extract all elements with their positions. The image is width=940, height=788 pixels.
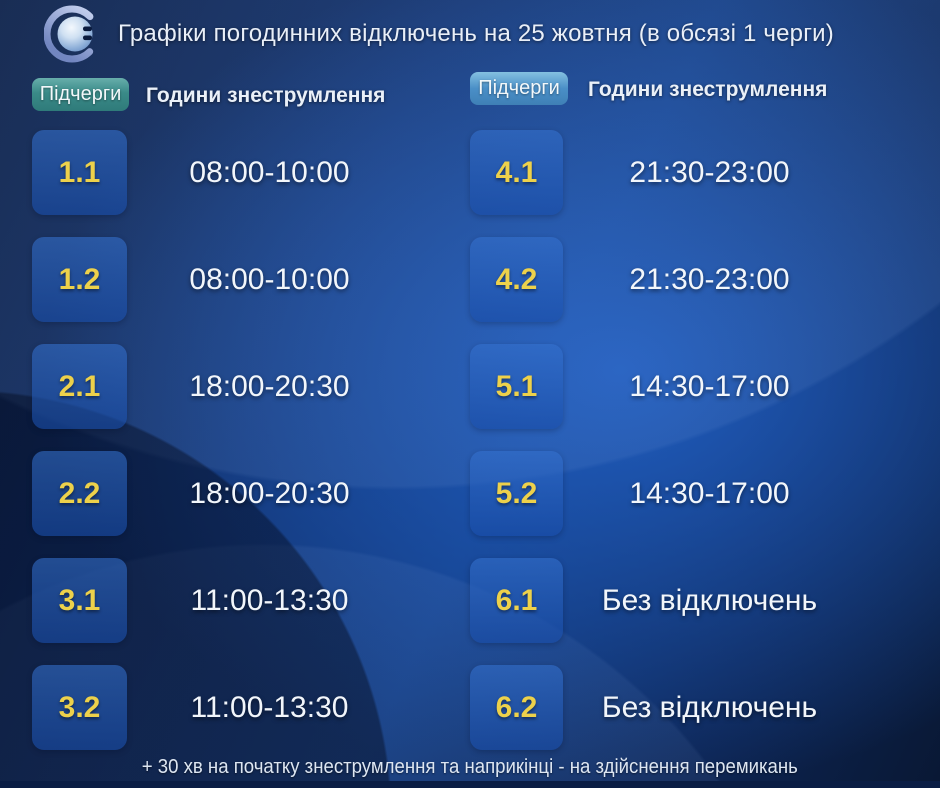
table-row [32,451,452,536]
left-subqueue-badge: Підчерги [32,78,129,111]
subqueue-cell: 3.2 [32,665,127,750]
outage-time-label: 21:30-23:00 [629,262,790,296]
page-title: Графіки погодинних відключень на 25 жовтня (в обсязі 1 черги) [118,20,834,47]
table-row [470,451,908,536]
outage-time-label: 11:00-13:30 [190,690,349,724]
subqueue-cell: 1.2 [32,237,127,322]
right-hours-header: Години знеструмлення [588,78,828,101]
left-schedule-table [32,130,452,772]
outage-time-label: 08:00-10:00 [189,155,350,189]
right-subqueue-badge: Підчерги [470,72,568,105]
header [44,2,834,66]
outage-time-label: 18:00-20:30 [189,476,350,510]
outage-time-label: Без відключень [601,583,818,617]
outage-time-label: 21:30-23:00 [629,155,790,189]
table-row [470,237,908,322]
subqueue-cell: 3.1 [32,558,127,643]
table-row [470,558,908,643]
subqueue-cell: 5.1 [470,344,563,429]
table-row [470,665,908,750]
subqueue-cell: 2.2 [32,451,127,536]
left-hours-header: Години знеструмлення [146,84,386,107]
outage-time-label: 14:30-17:00 [629,476,790,510]
outage-time-label: 18:00-20:30 [189,369,350,403]
right-schedule-table [470,130,908,772]
table-row [32,130,452,215]
subqueue-cell: 4.1 [470,130,563,215]
outage-time-label: 11:00-13:30 [190,583,349,617]
bottom-divider [0,781,940,788]
outage-time-label: 14:30-17:00 [629,369,790,403]
power-plug-logo-icon [44,3,106,65]
subqueue-cell: 1.1 [32,130,127,215]
table-row [32,558,452,643]
table-row [32,237,452,322]
table-row [470,344,908,429]
outage-time-label: 08:00-10:00 [189,262,350,296]
subqueue-cell: 6.2 [470,665,563,750]
subqueue-cell: 5.2 [470,451,563,536]
subqueue-cell: 2.1 [32,344,127,429]
subqueue-cell: 6.1 [470,558,563,643]
footer-note [0,756,940,779]
footer-note-text: + 30 хв на початку знеструмлення та наприкінці - на здійснення перемикань [141,756,799,778]
table-row [32,344,452,429]
subqueue-cell: 4.2 [470,237,563,322]
table-row [470,130,908,215]
outage-time-label: Без відключень [601,690,818,724]
table-row [32,665,452,750]
